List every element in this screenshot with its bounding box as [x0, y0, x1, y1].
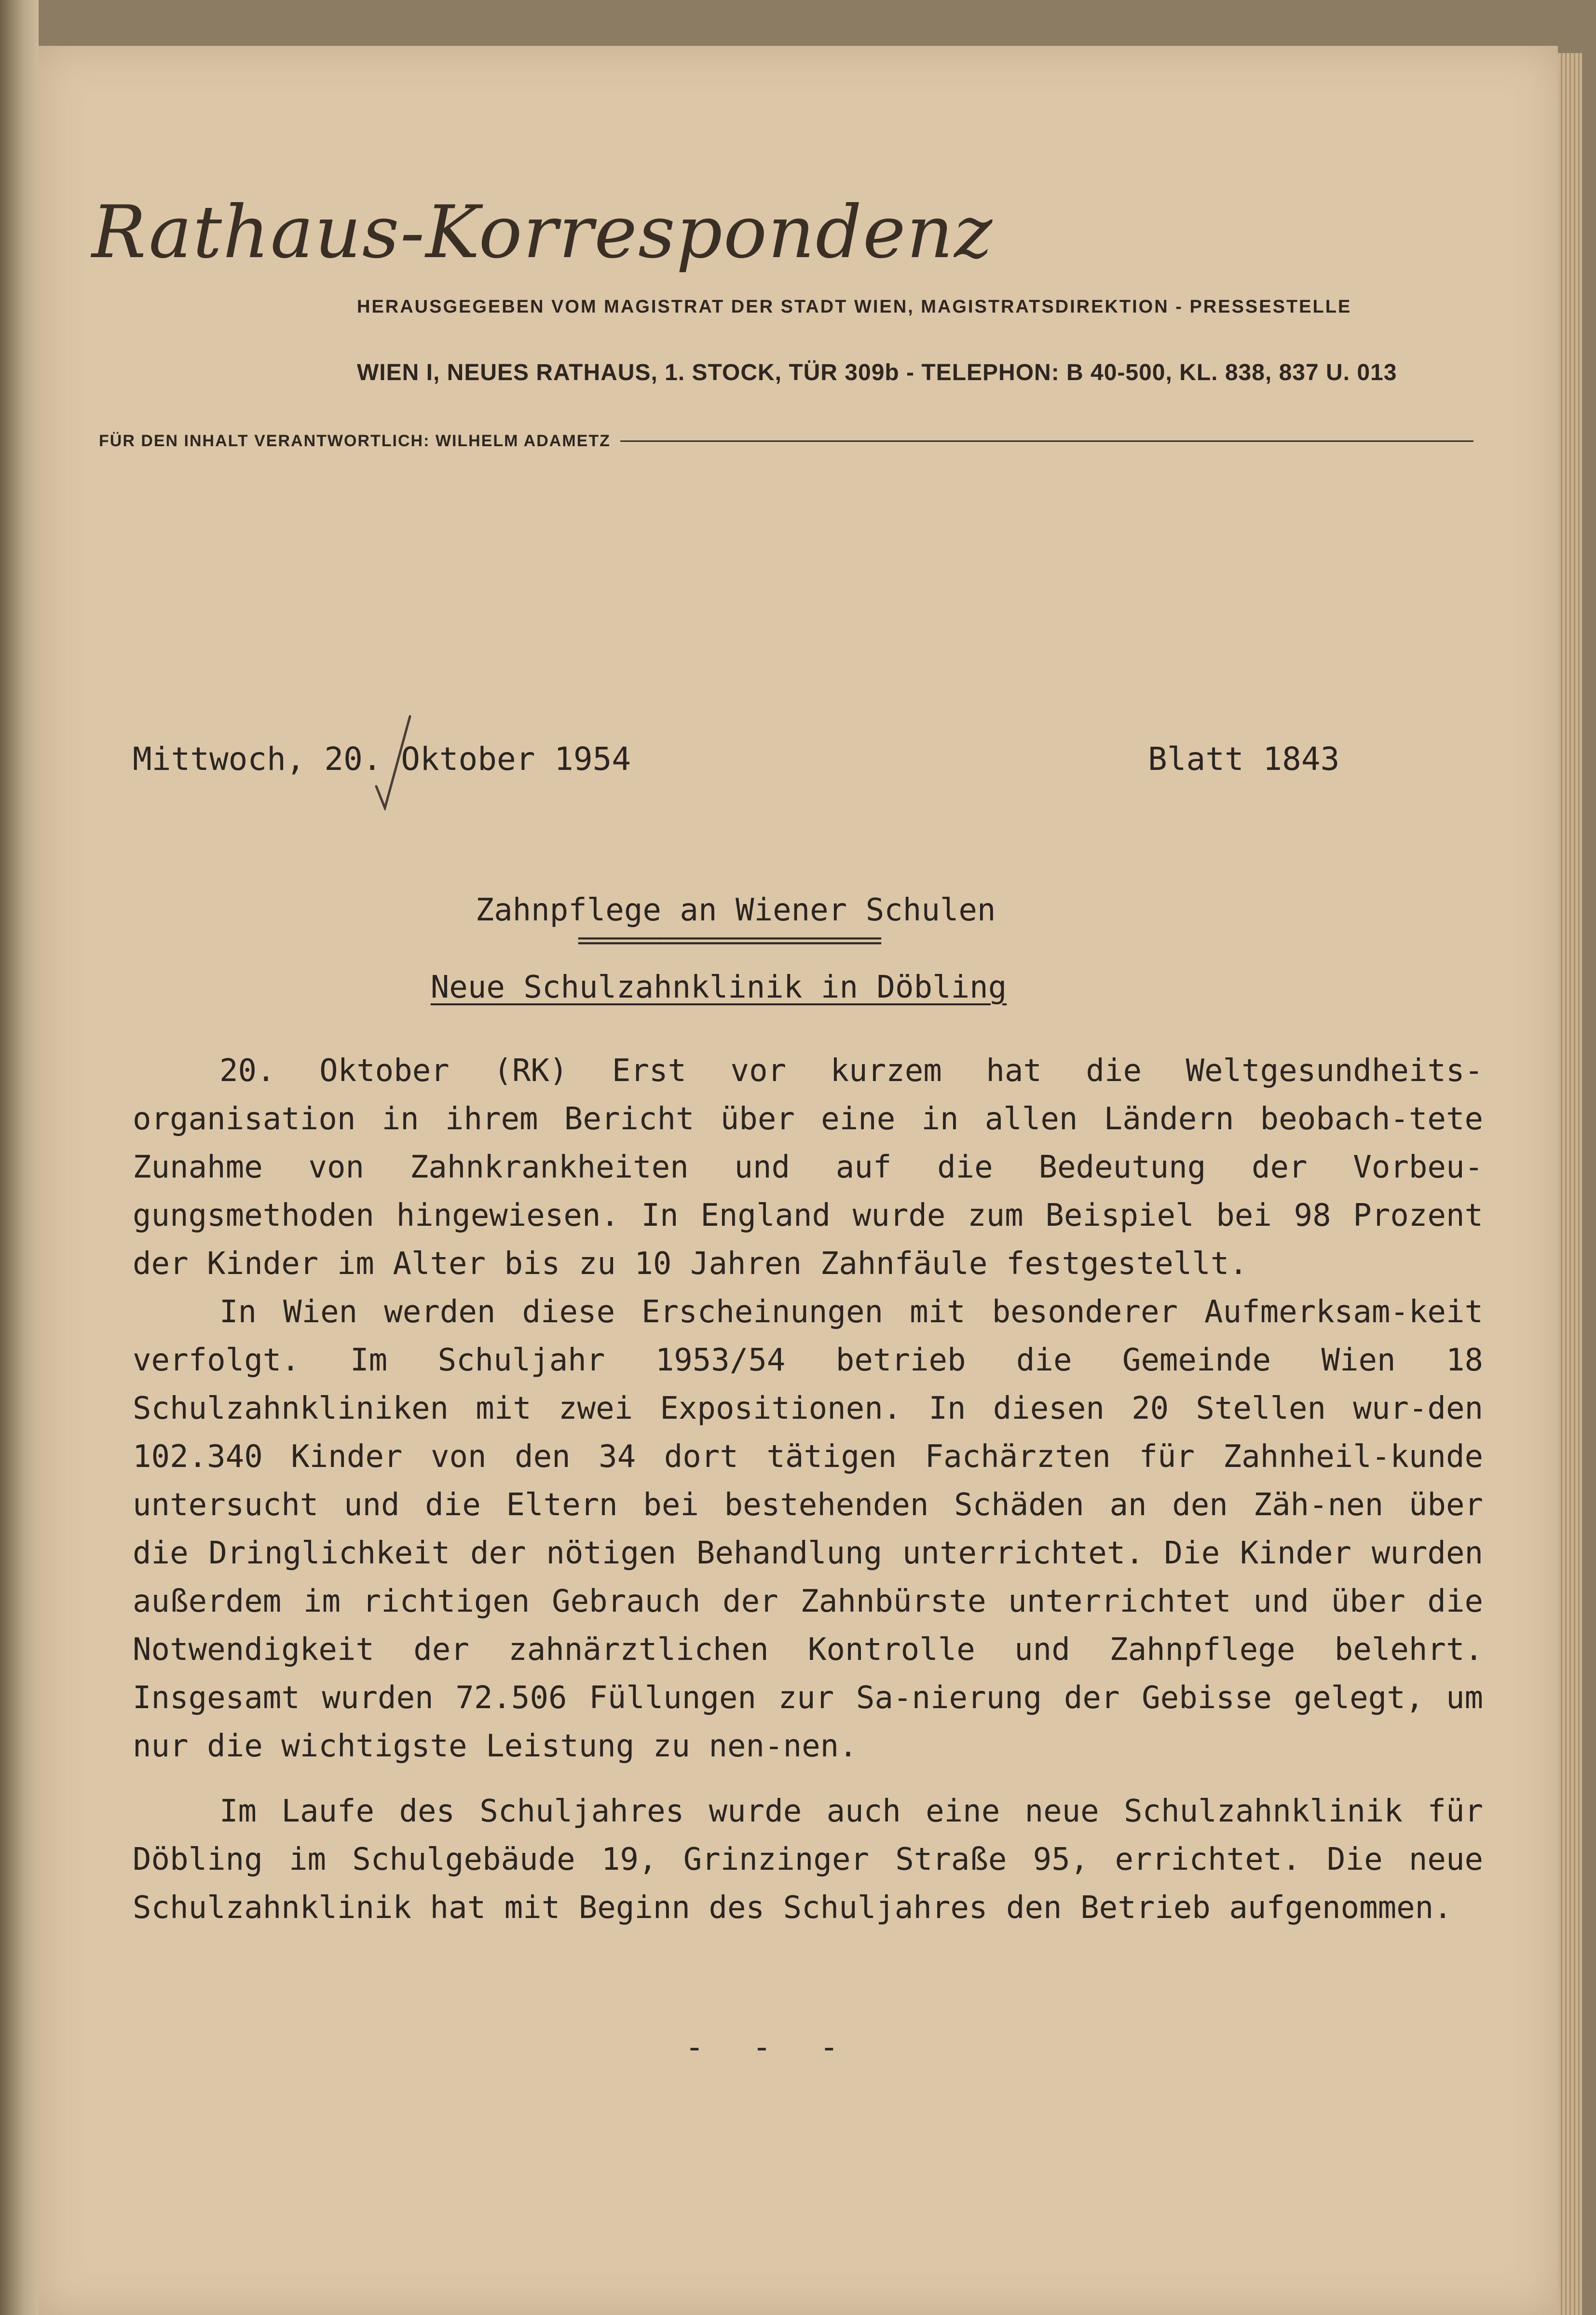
- paragraph: In Wien werden diese Erscheinungen mit besonderer Aufmerksam-keit verfolgt. Im Schuljahr 1953/54 betrieb die Gemeinde Wien 18 Schulzahnkliniken mit zwei Expositionen. In diesen 20 Stellen wur-den 102.340 Kinder von den 34 dort tätigen Fachärzten für Zahnheil-kunde untersucht und die Eltern bei bestehenden Schäden an den Zäh-nen über die Dringlichkeit der nötigen Behandlung unterrichtet. Die Kinder wurden außerdem im richtigen Gebrauch der Zahnbürste unterrichtet und über die Notwendigkeit der zahnärztlichen Kontrolle und Zahnpflege belehrt. Insgesamt wurden 72.506 Füllungen zur Sa-nierung der Gebisse gelegt, um nur die wichtigste Leistung zu nen-nen.: [133, 1294, 1483, 1764]
- page-stack-edge: [1558, 53, 1582, 2315]
- masthead-publisher: HERAUSGEGEBEN VOM MAGISTRAT DER STADT WIEN, MAGISTRATSDIREKTION - PRESSESTELLE: [357, 297, 1352, 317]
- paragraph: 20. Oktober (RK) Erst vor kurzem hat die Weltgesundheits-organisation in ihrem Bericht über eine in allen Ländern beobach-tete Zunahme von Zahnkrankheiten und auf die Bedeutung der Vorbeu-gungsmethoden hingewiesen. In England wurde zum Beispiel bei 98 Prozent der Kinder im Alter bis zu 10 Jahren Zahnfäule festgestellt.: [133, 1053, 1483, 1282]
- responsible-rule: [620, 440, 1473, 442]
- end-mark: - - -: [685, 2028, 853, 2066]
- masthead-address: WIEN I, NEUES RATHAUS, 1. STOCK, TÜR 309b - TELEPHON: B 40-500, KL. 838, 837 U. 013: [357, 360, 1397, 385]
- article-headline: Zahnpflege an Wiener Schulen: [475, 892, 996, 928]
- article-subheadline: Neue Schulzahnklinik in Döbling: [430, 970, 1007, 1005]
- document-page: [39, 46, 1558, 2315]
- headline-double-rule: ==========================: [577, 926, 880, 954]
- responsible-editor: FÜR DEN INHALT VERANTWORTLICH: WILHELM ADAMETZ: [99, 432, 611, 450]
- responsible-row: [99, 432, 1473, 451]
- issue-date: Mittwoch, 20. Oktober 1954: [133, 740, 631, 778]
- masthead-title: Rathaus-Korrespondenz: [92, 191, 994, 274]
- sheet-number: Blatt 1843: [1148, 740, 1340, 778]
- handwritten-check-icon: [371, 714, 415, 810]
- book-binding-edge: [0, 0, 39, 2315]
- paragraph: Im Laufe des Schuljahres wurde auch eine neue Schulzahnklinik für Döbling im Schulgebäude 19, Grinzinger Straße 95, errichtet. Die neue Schulzahnklinik hat mit Beginn des Schuljahres den Betrieb aufgenommen.: [133, 1794, 1483, 1926]
- article-body: [133, 1047, 1483, 1932]
